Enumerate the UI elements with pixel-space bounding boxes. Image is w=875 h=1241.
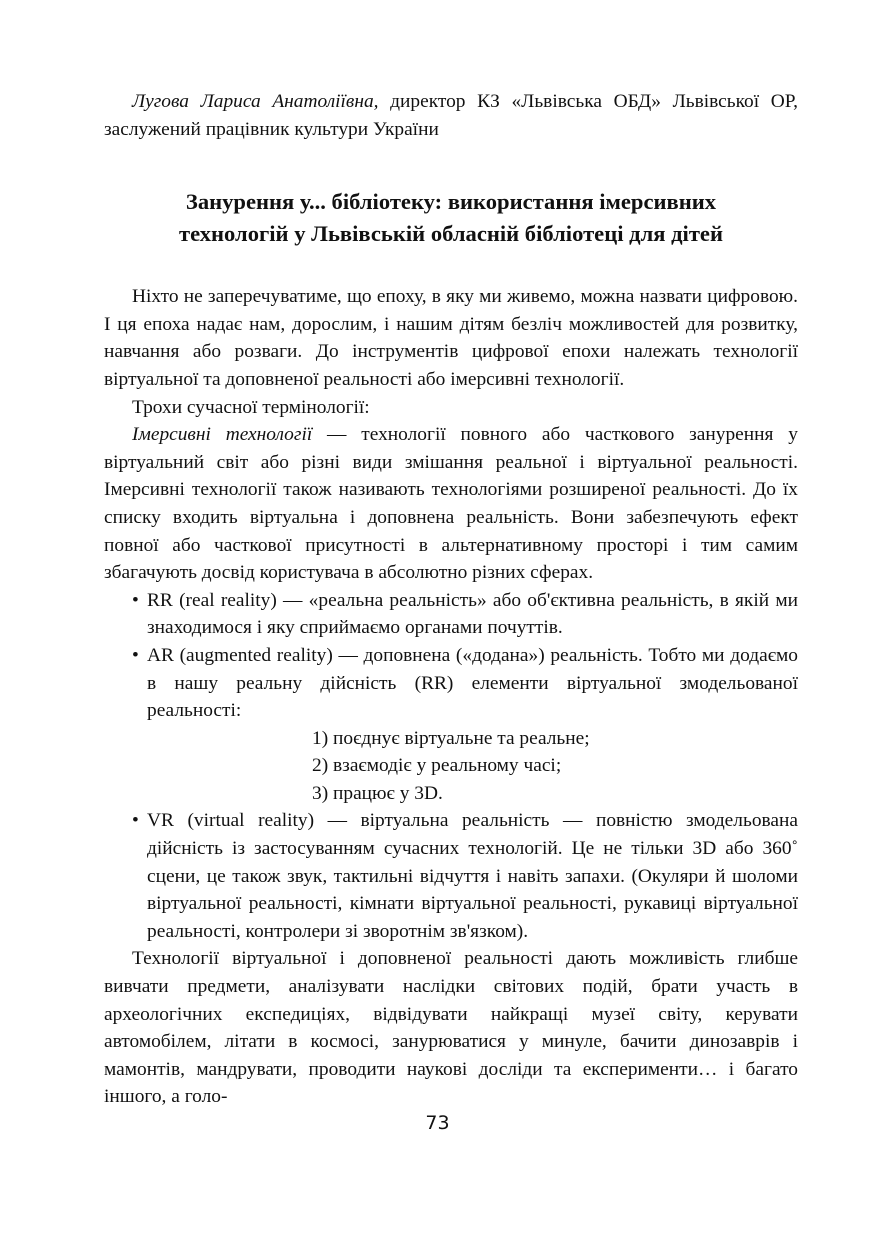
term-immersive: Імерсивні технології <box>132 424 313 446</box>
list-item: 2) взаємодіє у реальному часі; <box>312 755 562 777</box>
list-item: 1) поєднує віртуальне та реальне; <box>312 727 590 749</box>
list-item-rr <box>104 587 798 642</box>
paragraph-terminology: Трохи сучасної термінології: <box>132 396 370 418</box>
list-item-text: RR (real reality) — «реальна реальність» або об'єктивна реальність, в якій ми знаходимося і яку сприймаємо органами почуттів. <box>147 589 798 639</box>
ar-features-list <box>147 725 798 808</box>
title-line-1: Занурення у... бібліотеку: використання імерсивних <box>185 189 717 215</box>
list-item: 3) працює у 3D. <box>312 782 443 804</box>
paragraph-intro: Ніхто не заперечуватиме, що епоху, в яку ми живемо, можна назвати цифровою. І ця епоха надає нам, дорослим, і нашим дітям безліч можливостей для розвитку, навчання або розваги. До інструментів цифрової епохи належать технології віртуальної та доповненої реальності або імерсивні технології. <box>104 286 798 390</box>
list-item-ar <box>104 642 798 808</box>
bullet-marker: • <box>132 644 139 666</box>
page-number: 73 <box>425 1112 450 1134</box>
list-item-text: VR (virtual reality) — віртуальна реальність — повністю змодельована дійсність із застосуванням сучасних технологій. Це не тільки 3D або 360˚ сцени, це також звук, тактильні відчуття і навіть запахи. (Окуляри й шоломи віртуальної реальності, кімнати віртуальної реальності, рукавиці віртуальної реальності, контролери зі зворотнім зв'язком). <box>147 810 798 942</box>
title-line-2: технологій у Львівській обласній бібліотеці для дітей <box>179 221 723 247</box>
author-name: Лугова Лариса Анатоліївна, <box>132 91 379 112</box>
author-line <box>104 88 798 143</box>
definition-text: — технології повного або часткового занурення у віртуальний світ або різні види змішання реальної і віртуальної реальності. Імерсивні технології також називають технологіями розширеної реальності. До їх списку входить віртуальна і доповнена реальність. Вони забезпечують ефект повної або часткової присутності в альтернативному просторі і тим самим збагачують досвід користувача в абсолютно різних сферах. <box>104 424 798 584</box>
list-item-vr <box>104 807 798 945</box>
list-item-text: AR (augmented reality) — доповнена («додана») реальність. Тобто ми додаємо в нашу реальну дійсність (RR) елементи віртуальної змодельованої реальності: <box>147 644 798 722</box>
reality-types-list <box>104 587 798 946</box>
bullet-marker: • <box>132 589 139 611</box>
bullet-marker: • <box>132 810 139 832</box>
page-content <box>104 88 798 1111</box>
paragraph-applications: Технології віртуальної і доповненої реальності дають можливість глибше вивчати предмети, аналізувати наслідки світових подій, брати участь в археологічних експедиціях, відвідувати найкращі музеї світу, керувати автомобілем, літати в космосі, занурюватися у минуле, бачити динозаврів і мамонтів, мандрувати, проводити наукові досліди та експерименти… і багато іншого, а голо- <box>104 948 798 1108</box>
paragraph-definition <box>104 421 798 587</box>
author-position: директор КЗ «Львівська ОБД» Львівської ОР, заслужений працівник культури України <box>104 91 798 140</box>
article-title <box>124 186 778 250</box>
